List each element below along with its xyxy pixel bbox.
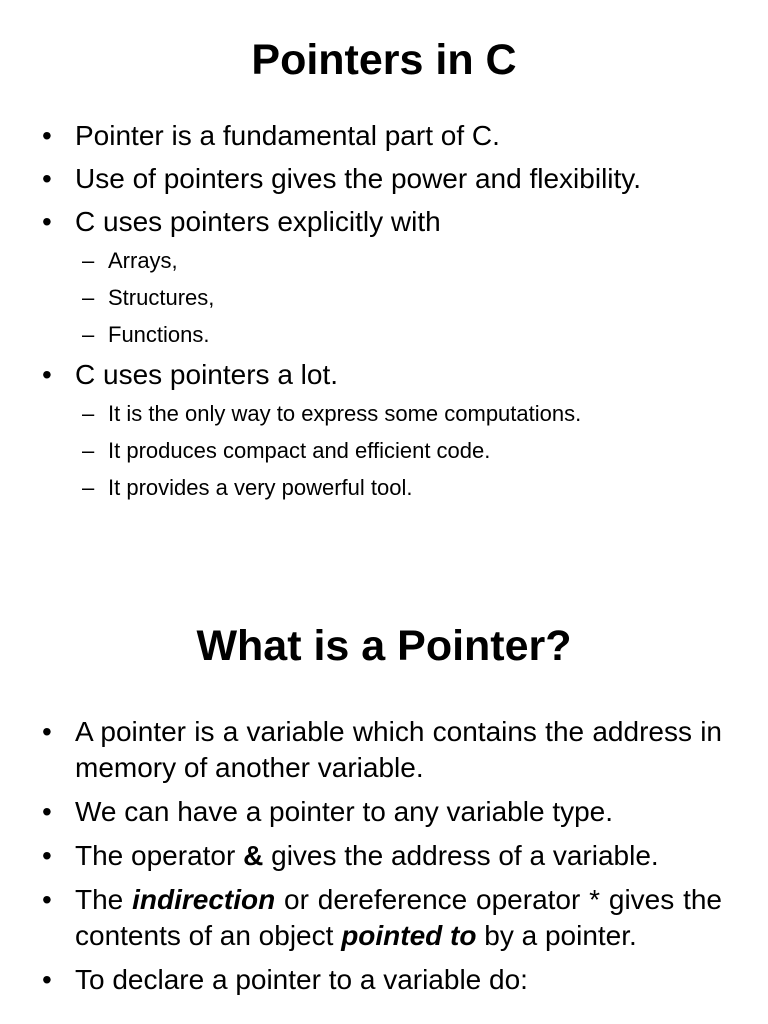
bullet-text: gives the address of a variable. [263, 840, 659, 871]
sub-bullet-item: – Structures, [0, 279, 768, 316]
bullet-text: The [75, 884, 133, 915]
emphasis-pointed-to: pointed to [341, 920, 477, 951]
bullet-item [0, 882, 768, 954]
bullet-item: • To declare a pointer to a variable do: [0, 962, 768, 998]
bullet-list [0, 714, 768, 1006]
sub-list-wrapper [0, 395, 768, 506]
bullet-item: • Use of pointers gives the power and flexibility. [0, 161, 768, 197]
sub-bullet-item: – It produces compact and efficient code. [0, 432, 768, 469]
sub-bullet-list [0, 395, 768, 506]
slide-what-is-a-pointer [0, 600, 768, 1024]
bullet-list [0, 118, 768, 510]
bullet-item [0, 838, 768, 874]
bullet-item: • We can have a pointer to any variable type. [0, 794, 768, 830]
sub-bullet-item: – It is the only way to express some computations. [0, 395, 768, 432]
bullet-item: • A pointer is a variable which contains the address in memory of another variable. [0, 714, 768, 786]
bullet-text: by a pointer. [476, 920, 637, 951]
sub-list-wrapper [0, 242, 768, 353]
address-operator: & [243, 840, 264, 871]
sub-bullet-item: – It provides a very powerful tool. [0, 469, 768, 506]
slide-title: Pointers in C [251, 36, 517, 84]
bullet-text: The operator [75, 840, 244, 871]
emphasis-indirection: indirection [132, 884, 276, 915]
slide-title: What is a Pointer? [196, 622, 572, 670]
sub-bullet-item: – Functions. [0, 316, 768, 353]
bullet-text: or dereference operator * gives the contents of an object [75, 884, 723, 951]
sub-bullet-item: – Arrays, [0, 242, 768, 279]
bullet-item: • Pointer is a fundamental part of C. [0, 118, 768, 154]
bullet-item: • C uses pointers explicitly with [0, 204, 768, 240]
sub-bullet-list [0, 242, 768, 353]
bullet-item: • C uses pointers a lot. [0, 357, 768, 393]
